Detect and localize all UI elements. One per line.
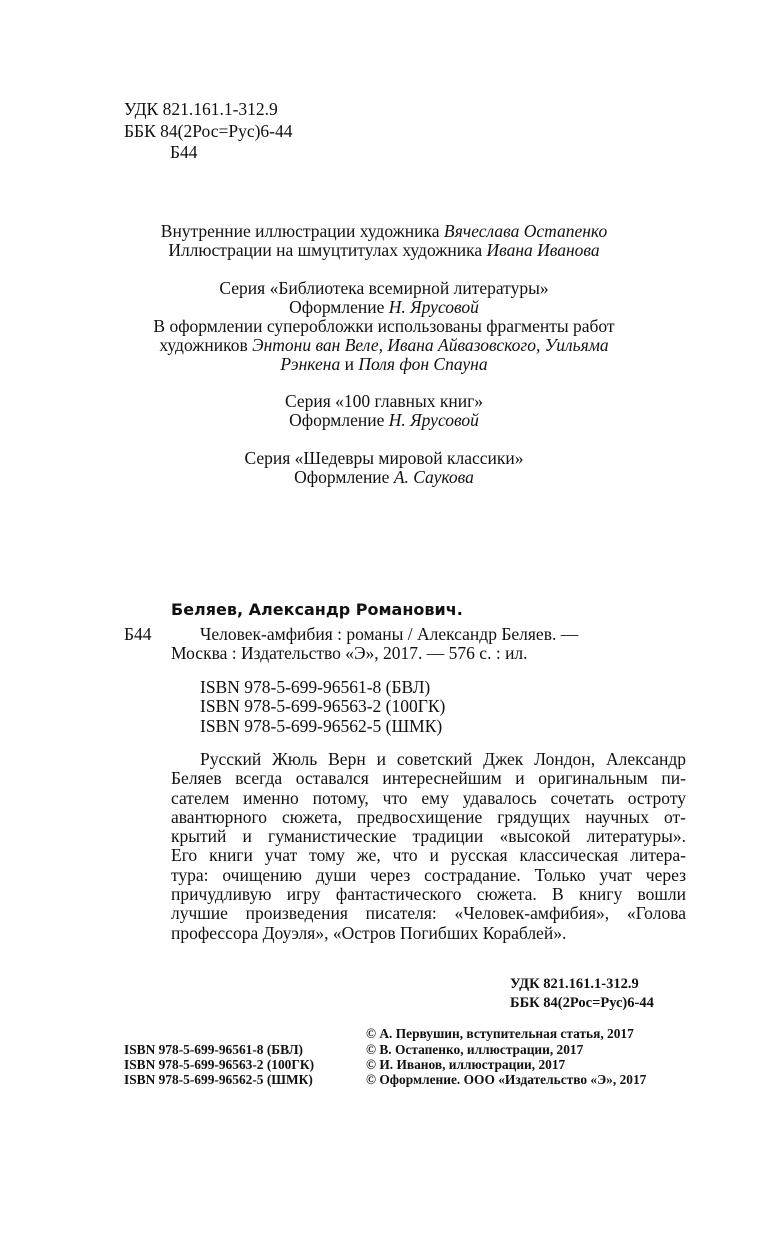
catalog-isbn: ISBN 978-5-699-96562-5 (ШМК) xyxy=(200,716,443,736)
catalog-udk: УДК 821.161.1-312.9 xyxy=(510,976,639,992)
credit-shmutz-name: Ивана Иванова xyxy=(486,240,600,260)
design-name: Н. Ярусовой xyxy=(388,410,479,430)
credit-internal-name: Вячеслава Остапенко xyxy=(443,221,608,241)
footer-copyright: © Оформление. ООО «Издательство «Э», 2017 xyxy=(366,1072,647,1087)
catalog-title-line2: Москва : Издательство «Э», 2017. — 576 с. : ил. xyxy=(171,643,528,663)
annotation-line: Беляев всегда оставался интереснейшим и оригинальным пи- xyxy=(171,768,686,789)
design-name: А. Саукова xyxy=(393,467,474,487)
cover-artists-line1 xyxy=(0,335,768,355)
annotation-line: сателем именно потому, что ему удавалось сочетать остроту xyxy=(171,787,686,808)
header-udk: УДК 821.161.1-312.9 xyxy=(124,99,278,119)
design-prefix: Оформление xyxy=(289,410,385,430)
series-bvl-design xyxy=(0,297,768,317)
footer-copyright: © В. Остапенко, иллюстрации, 2017 xyxy=(366,1042,584,1057)
series-100gk-design xyxy=(0,410,768,430)
annotation-line: причудливую игру фантастического сюжета. В книгу вошли xyxy=(171,884,686,905)
artists-prefix: художников xyxy=(159,335,248,355)
credit-shmutz-prefix: Иллюстрации на шмуцтитулах художника xyxy=(168,240,483,260)
cover-artists-line2 xyxy=(0,354,768,374)
artists-name-spaun: Поля фон Спауна xyxy=(358,354,488,374)
design-prefix: Оформление xyxy=(289,297,385,317)
annotation-line: Русский Жюль Верн и советский Джек Лондон, Александр xyxy=(200,749,686,769)
annotation-line: лучшие произведения писателя: «Человек-амфибия», «Голова xyxy=(171,903,686,924)
annotation-line: крытий и гуманистические традиции «высокой литературы». xyxy=(171,826,686,847)
credit-internal-illustrations xyxy=(0,221,768,241)
catalog-title-line1: Человек-амфибия : романы / Александр Беляев. — xyxy=(200,624,579,644)
credit-internal-prefix: Внутренние иллюстрации художника xyxy=(160,221,440,241)
header-code: Б44 xyxy=(170,142,198,162)
series-100gk: Серия «100 главных книг» xyxy=(284,391,484,411)
annotation-line: профессора Доуэля», «Остров Погибших Кораблей». xyxy=(171,922,567,943)
catalog-code: Б44 xyxy=(124,624,152,644)
cover-note: В оформлении суперобложки использованы фрагменты работ xyxy=(153,316,615,336)
catalog-isbn: ISBN 978-5-699-96561-8 (БВЛ) xyxy=(200,677,431,697)
footer-isbn: ISBN 978-5-699-96562-5 (ШМК) xyxy=(124,1072,313,1087)
artists-and: и xyxy=(344,354,354,374)
footer-isbn: ISBN 978-5-699-96563-2 (100ГК) xyxy=(124,1057,315,1072)
design-prefix: Оформление xyxy=(294,467,390,487)
artists-name-renken: Рэнкена xyxy=(280,354,341,374)
footer-copyright: © А. Первушин, вступительная статья, 2017 xyxy=(366,1026,634,1041)
annotation-line: тура: очищению души через сострадание. Только учат через xyxy=(171,864,686,885)
credit-shmutz-illustrations xyxy=(0,240,768,260)
series-shmk: Серия «Шедевры мировой классики» xyxy=(244,448,524,468)
series-shmk-design xyxy=(0,467,768,487)
catalog-isbn: ISBN 978-5-699-96563-2 (100ГК) xyxy=(200,696,446,716)
catalog-author: Беляев, Александр Романович. xyxy=(171,600,463,619)
design-name: Н. Ярусовой xyxy=(388,297,479,317)
footer-copyright: © И. Иванов, иллюстрации, 2017 xyxy=(366,1057,566,1072)
series-bvl: Серия «Библиотека всемирной литературы» xyxy=(219,278,549,298)
artists-names: Энтони ван Веле, Ивана Айвазовского, Уильяма xyxy=(252,335,609,355)
catalog-annotation xyxy=(171,750,686,943)
catalog-bbk: ББК 84(2Рос=Рус)6-44 xyxy=(510,995,654,1011)
header-bbk: ББК 84(2Рос=Рус)6-44 xyxy=(124,121,293,141)
footer-isbn: ISBN 978-5-699-96561-8 (БВЛ) xyxy=(124,1042,304,1057)
annotation-line: авантюрного сюжета, предвосхищение грядущих научных от- xyxy=(171,806,686,827)
annotation-line: Его книги учат тому же, что и русская классическая литера- xyxy=(171,845,686,866)
